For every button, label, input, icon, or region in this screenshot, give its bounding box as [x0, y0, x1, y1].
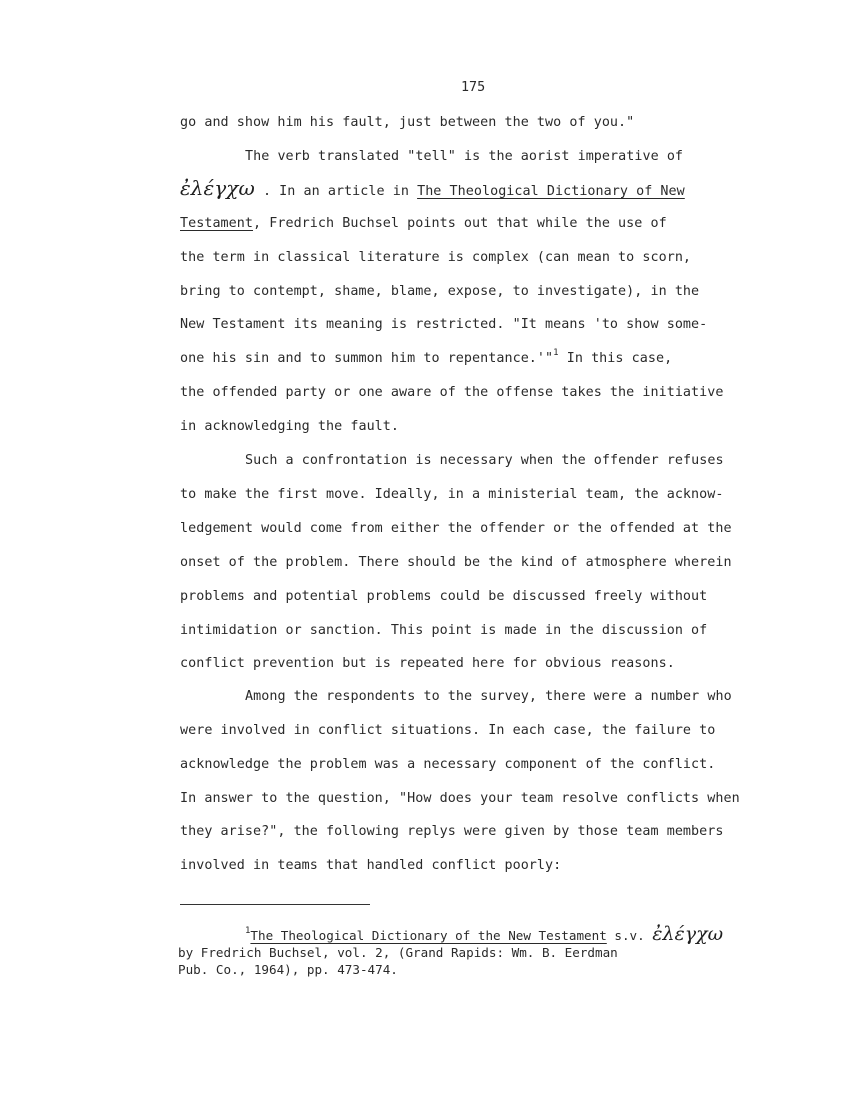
paragraph-start-line: Among the respondents to the survey, there were a number who	[245, 689, 732, 704]
body-line: in acknowledging the fault.	[180, 419, 400, 434]
body-line: onset of the problem. There should be the kind of atmosphere wherein	[180, 555, 732, 570]
body-line: they arise?", the following replys were given by those team members	[180, 824, 724, 839]
body-text: In this case,	[558, 351, 673, 366]
footnote-divider	[180, 904, 370, 905]
greek-word: ἐλέγχω	[180, 176, 255, 200]
footnote-line	[245, 923, 724, 945]
body-line: acknowledge the problem was a necessary component of the conflict.	[180, 757, 716, 772]
footnote-text: s.v.	[606, 928, 653, 943]
page-number: 175	[461, 80, 486, 95]
paragraph-start-line: Such a confrontation is necessary when the offender refuses	[245, 453, 724, 468]
body-line: bring to contempt, shame, blame, expose, to investigate), in the	[180, 284, 700, 299]
body-line: ledgement would come from either the offender or the offended at the	[180, 521, 732, 536]
body-line: In answer to the question, "How does your team resolve conflicts when	[180, 791, 740, 806]
body-line: go and show him his fault, just between the two of you."	[180, 115, 635, 130]
book-title-continued: Testament	[180, 216, 254, 231]
book-title: The Theological Dictionary of New	[417, 184, 685, 199]
body-line: New Testament its meaning is restricted. "It means 'to show some-	[180, 317, 708, 332]
footnote-title: The Theological Dictionary of the New Testament	[250, 928, 607, 943]
body-text: . In an article in	[254, 184, 418, 199]
body-line: the offended party or one aware of the offense takes the initiative	[180, 385, 724, 400]
footnote-marker: 1	[245, 926, 251, 936]
body-text: one his sin and to summon him to repentance.'"	[180, 351, 554, 366]
body-line: to make the first move. Ideally, in a ministerial team, the acknow-	[180, 487, 724, 502]
body-line	[180, 215, 667, 233]
body-line: the term in classical literature is complex (can mean to scorn,	[180, 250, 692, 265]
footnote-line: Pub. Co., 1964), pp. 473-474.	[178, 962, 398, 977]
footnote-line: by Fredrich Buchsel, vol. 2, (Grand Rapids: Wm. B. Eerdman	[178, 945, 618, 960]
body-line-with-footnote-ref	[180, 350, 672, 368]
body-line: conflict prevention but is repeated here for obvious reasons.	[180, 656, 675, 671]
body-line: were involved in conflict situations. In each case, the failure to	[180, 723, 716, 738]
body-text: , Fredrich Buchsel points out that while the use of	[253, 216, 667, 231]
footnote-reference: 1	[553, 348, 559, 358]
body-line-with-greek	[180, 176, 685, 200]
body-line: problems and potential problems could be discussed freely without	[180, 589, 708, 604]
body-line: intimidation or sanction. This point is made in the discussion of	[180, 623, 708, 638]
body-line: involved in teams that handled conflict poorly:	[180, 858, 562, 873]
paragraph-start-line: The verb translated "tell" is the aorist imperative of	[245, 149, 684, 164]
footnote-greek-word: ἐλέγχω	[652, 923, 724, 945]
